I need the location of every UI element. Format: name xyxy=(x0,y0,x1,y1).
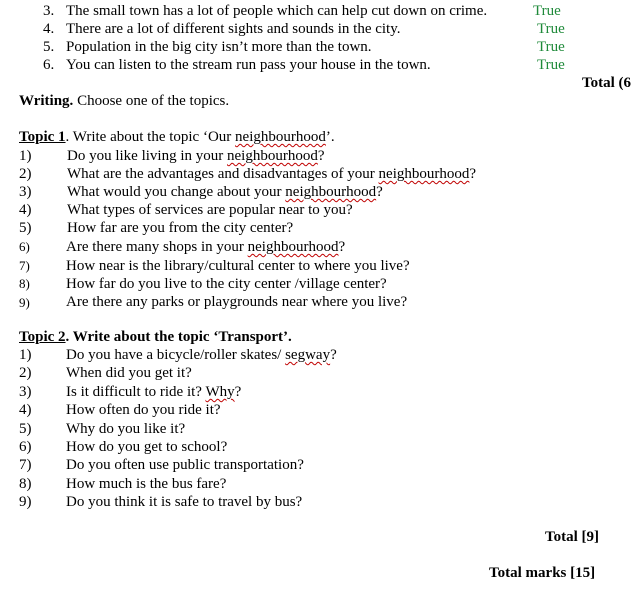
question-text: How far do you live to the city center /village center? xyxy=(66,276,387,292)
question-num: 9) xyxy=(19,494,32,510)
question-text: Do you often use public transportation? xyxy=(66,457,304,473)
question-num: 7) xyxy=(19,457,32,473)
question-text: How near is the library/cultural center to where you live? xyxy=(66,258,410,274)
question-text: Are there any parks or playgrounds near where you live? xyxy=(66,294,408,310)
total-score-9: Total [9] xyxy=(545,529,600,545)
question-text: Is it difficult to ride it? Why? xyxy=(66,384,242,400)
question-text: When did you get it? xyxy=(66,365,192,381)
question-num: 3) xyxy=(19,384,32,400)
statement-text: There are a lot of different sights and sounds in the city. xyxy=(66,21,401,37)
question-num: 3) xyxy=(19,184,32,200)
statement-answer: True xyxy=(533,3,561,19)
question-num: 8) xyxy=(19,476,32,492)
topic2-heading xyxy=(19,328,292,346)
statement-num: 4. xyxy=(43,21,55,37)
topic1-label: Topic 1 xyxy=(19,129,66,145)
question-text: Are there many shops in your neighbourhood? xyxy=(66,239,346,255)
statement-text: Population in the big city isn’t more than the town. xyxy=(66,39,372,55)
question-num: 4) xyxy=(19,402,32,418)
statement-num: 5. xyxy=(43,39,55,55)
topic1-heading-text: . Write about the topic ‘Our xyxy=(65,129,236,145)
question-text: Do you think it is safe to travel by bus? xyxy=(66,494,303,510)
question-num: 1) xyxy=(19,148,32,164)
question-text: How much is the bus fare? xyxy=(66,476,227,492)
question-text: How do you get to school? xyxy=(66,439,228,455)
total-marks: Total marks [15] xyxy=(489,565,596,581)
topic2-label: Topic 2 xyxy=(19,329,66,345)
question-num: 8) xyxy=(19,276,30,291)
question-num: 2) xyxy=(19,166,32,182)
question-text: What are the advantages and disadvantages of your neighbourhood? xyxy=(67,166,477,182)
question-text: Do you have a bicycle/roller skates/ segway? xyxy=(66,347,337,363)
question-text: What types of services are popular near to you? xyxy=(67,202,353,218)
writing-instruction xyxy=(19,92,229,110)
question-text: How far are you from the city center? xyxy=(67,220,294,236)
writing-text: Choose one of the topics. xyxy=(73,93,230,109)
writing-label: Writing. xyxy=(19,93,74,109)
question-text: What would you change about your neighbourhood? xyxy=(67,184,383,200)
topic2-heading-text: . Write about the topic ‘Transport’. xyxy=(65,329,292,345)
question-text: Do you like living in your neighbourhood? xyxy=(67,148,325,164)
question-num: 9) xyxy=(19,295,30,310)
topic1-heading xyxy=(19,128,335,146)
question-num: 6) xyxy=(19,239,30,254)
question-num: 6) xyxy=(19,439,32,455)
question-num: 4) xyxy=(19,202,32,218)
question-num: 5) xyxy=(19,421,32,437)
question-num: 1) xyxy=(19,347,32,363)
question-num: 2) xyxy=(19,365,32,381)
statement-answer: True xyxy=(537,21,565,37)
question-text: Why do you like it? xyxy=(66,421,186,437)
statement-text: The small town has a lot of people which can help cut down on crime. xyxy=(66,3,488,19)
statement-answer: True xyxy=(537,39,565,55)
statement-text: You can listen to the stream run pass your house in the town. xyxy=(66,57,431,73)
total-score-top: Total (6 xyxy=(582,75,632,91)
question-num: 7) xyxy=(19,258,30,273)
statement-num: 3. xyxy=(43,3,55,19)
question-text: How often do you ride it? xyxy=(66,402,221,418)
topic1-heading-end: ’. xyxy=(325,129,335,145)
statement-num: 6. xyxy=(43,57,55,73)
statement-answer: True xyxy=(537,57,565,73)
question-num: 5) xyxy=(19,220,32,236)
topic1-heading-word: neighbourhood xyxy=(235,129,326,145)
